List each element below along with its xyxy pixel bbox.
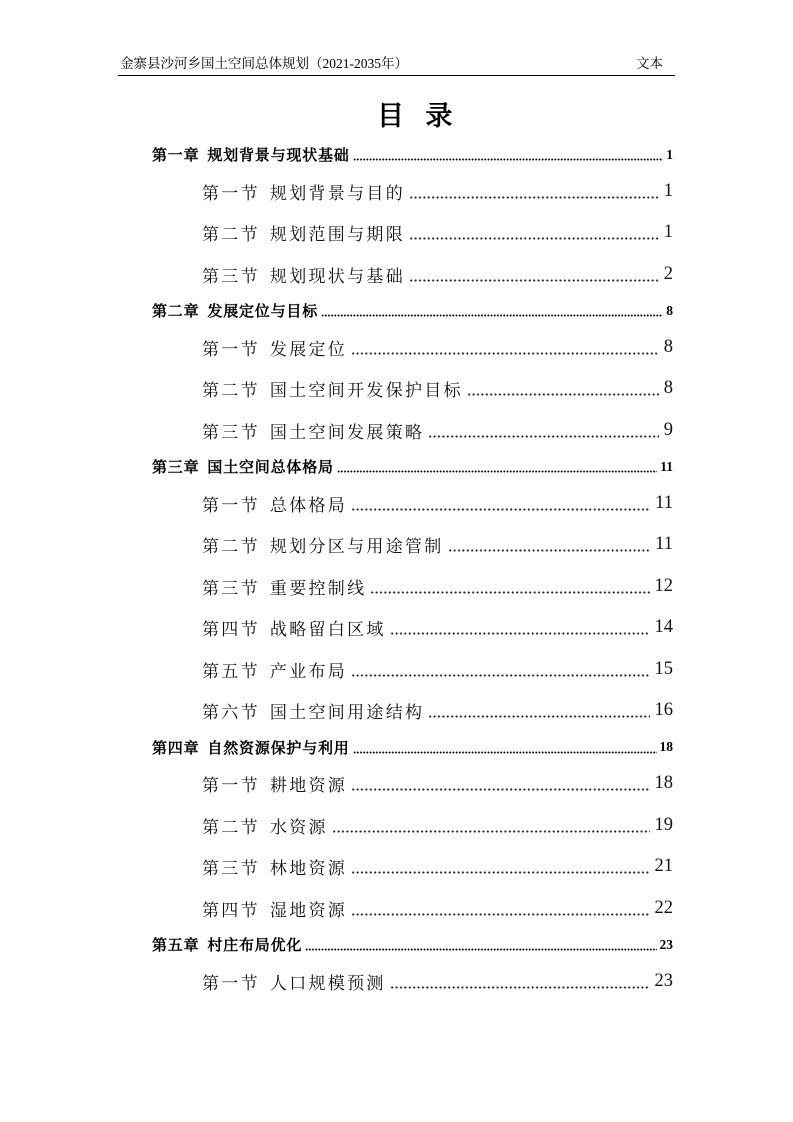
dot-leader bbox=[467, 393, 659, 396]
toc-section-2-3[interactable] bbox=[0, 410, 793, 452]
dot-leader bbox=[351, 913, 649, 916]
dot-leader bbox=[351, 508, 650, 511]
dot-leader bbox=[351, 674, 649, 677]
dot-leader bbox=[351, 352, 659, 355]
section-title: 国土空间用途结构 bbox=[269, 703, 425, 724]
dot-leader bbox=[351, 871, 649, 874]
page-number: 2 bbox=[663, 263, 673, 284]
section-number: 第一节 bbox=[202, 973, 260, 994]
dot-leader bbox=[332, 830, 650, 833]
dot-leader bbox=[351, 788, 649, 791]
page-header bbox=[118, 56, 675, 76]
toc-chapter-3[interactable] bbox=[0, 451, 793, 483]
dot-leader bbox=[321, 314, 663, 317]
toc-section-2-2[interactable] bbox=[0, 368, 793, 410]
section-number: 第三节 bbox=[202, 578, 260, 599]
section-title: 战略留白区域 bbox=[269, 620, 386, 641]
section-number: 第二节 bbox=[202, 225, 260, 246]
section-title: 规划现状与基础 bbox=[269, 266, 406, 287]
dot-leader bbox=[428, 715, 649, 718]
table-of-contents bbox=[0, 139, 793, 1002]
toc-section-2-1[interactable] bbox=[0, 327, 793, 369]
chapter-number: 第一章 bbox=[152, 146, 200, 165]
dot-leader bbox=[390, 986, 650, 989]
page-number: 11 bbox=[655, 534, 673, 555]
section-number: 第二节 bbox=[202, 381, 260, 402]
toc-section-4-1[interactable] bbox=[0, 763, 793, 805]
chapter-number: 第五章 bbox=[152, 936, 200, 955]
page-number: 8 bbox=[666, 302, 673, 318]
page-number: 8 bbox=[663, 378, 673, 399]
toc-section-4-3[interactable] bbox=[0, 846, 793, 888]
chapter-title: 规划背景与现状基础 bbox=[207, 146, 350, 165]
toc-chapter-5[interactable] bbox=[0, 929, 793, 961]
page-number: 11 bbox=[660, 458, 673, 474]
page-number: 18 bbox=[654, 773, 673, 794]
page-number: 1 bbox=[663, 222, 673, 243]
page-number: 23 bbox=[659, 936, 673, 952]
section-title: 水资源 bbox=[269, 817, 328, 838]
section-title: 林地资源 bbox=[269, 859, 348, 880]
section-number: 第一节 bbox=[202, 495, 260, 516]
toc-chapter-4[interactable] bbox=[0, 732, 793, 764]
toc-section-1-1[interactable] bbox=[0, 171, 793, 213]
chapter-number: 第二章 bbox=[152, 302, 200, 321]
page-number: 22 bbox=[654, 897, 673, 918]
dot-leader bbox=[353, 751, 657, 754]
section-title: 总体格局 bbox=[269, 495, 348, 516]
chapter-title: 国土空间总体格局 bbox=[207, 458, 334, 477]
section-title: 发展定位 bbox=[269, 339, 348, 360]
section-number: 第一节 bbox=[202, 776, 260, 797]
document-type-label: 文本 bbox=[636, 56, 663, 71]
dot-leader bbox=[353, 158, 664, 161]
toc-section-4-2[interactable] bbox=[0, 805, 793, 847]
toc-section-3-1[interactable] bbox=[0, 483, 793, 525]
section-number: 第三节 bbox=[202, 859, 260, 880]
page-number: 14 bbox=[654, 617, 673, 638]
page-number: 23 bbox=[654, 970, 673, 991]
page-number: 9 bbox=[663, 419, 673, 440]
section-number: 第一节 bbox=[202, 183, 260, 204]
toc-section-3-2[interactable] bbox=[0, 524, 793, 566]
section-number: 第三节 bbox=[202, 266, 260, 287]
toc-section-3-4[interactable] bbox=[0, 607, 793, 649]
page-number: 12 bbox=[654, 575, 673, 596]
section-title: 规划范围与期限 bbox=[269, 225, 406, 246]
dot-leader bbox=[448, 549, 651, 552]
toc-chapter-1[interactable] bbox=[0, 139, 793, 171]
section-number: 第一节 bbox=[202, 339, 260, 360]
toc-section-1-3[interactable] bbox=[0, 254, 793, 296]
section-number: 第五节 bbox=[202, 661, 260, 682]
section-title: 人口规模预测 bbox=[269, 973, 386, 994]
toc-heading: 目 录 bbox=[377, 101, 459, 132]
dot-leader bbox=[305, 948, 656, 951]
section-number: 第四节 bbox=[202, 900, 260, 921]
section-title: 重要控制线 bbox=[269, 578, 367, 599]
page-number: 19 bbox=[654, 814, 673, 835]
toc-chapter-2[interactable] bbox=[0, 295, 793, 327]
section-number: 第二节 bbox=[202, 537, 260, 558]
chapter-title: 发展定位与目标 bbox=[207, 302, 319, 321]
dot-leader bbox=[409, 279, 659, 282]
toc-section-3-5[interactable] bbox=[0, 649, 793, 691]
section-number: 第二节 bbox=[202, 817, 260, 838]
page-number: 11 bbox=[655, 492, 673, 513]
toc-section-3-6[interactable] bbox=[0, 690, 793, 732]
page-number: 8 bbox=[663, 336, 673, 357]
chapter-title: 自然资源保护与利用 bbox=[207, 738, 350, 757]
section-title: 国土空间发展策略 bbox=[269, 422, 425, 443]
section-title: 耕地资源 bbox=[269, 776, 348, 797]
dot-leader bbox=[409, 237, 659, 240]
section-title: 规划分区与用途管制 bbox=[269, 537, 444, 558]
page-number: 21 bbox=[654, 856, 673, 877]
document-title: 金寨县沙河乡国土空间总体规划（2021-2035年） bbox=[120, 56, 408, 71]
dot-leader bbox=[428, 435, 658, 438]
page-number: 15 bbox=[654, 658, 673, 679]
page-number: 1 bbox=[666, 146, 673, 162]
page-number: 18 bbox=[659, 739, 673, 755]
chapter-number: 第四章 bbox=[152, 738, 200, 757]
dot-leader bbox=[390, 632, 650, 635]
dot-leader bbox=[370, 591, 649, 594]
toc-section-3-3[interactable] bbox=[0, 566, 793, 608]
chapter-title: 村庄布局优化 bbox=[207, 936, 303, 955]
page-number: 1 bbox=[663, 180, 673, 201]
section-title: 规划背景与目的 bbox=[269, 183, 406, 204]
dot-leader bbox=[337, 470, 657, 473]
section-title: 国土空间开发保护目标 bbox=[269, 381, 463, 402]
toc-section-5-1[interactable] bbox=[0, 961, 793, 1003]
section-number: 第三节 bbox=[202, 422, 260, 443]
section-number: 第六节 bbox=[202, 703, 260, 724]
dot-leader bbox=[409, 196, 659, 199]
page-number: 16 bbox=[654, 700, 673, 721]
chapter-number: 第三章 bbox=[152, 458, 200, 477]
section-title: 湿地资源 bbox=[269, 900, 348, 921]
toc-section-4-4[interactable] bbox=[0, 888, 793, 930]
section-number: 第四节 bbox=[202, 620, 260, 641]
section-title: 产业布局 bbox=[269, 661, 348, 682]
toc-section-1-2[interactable] bbox=[0, 212, 793, 254]
